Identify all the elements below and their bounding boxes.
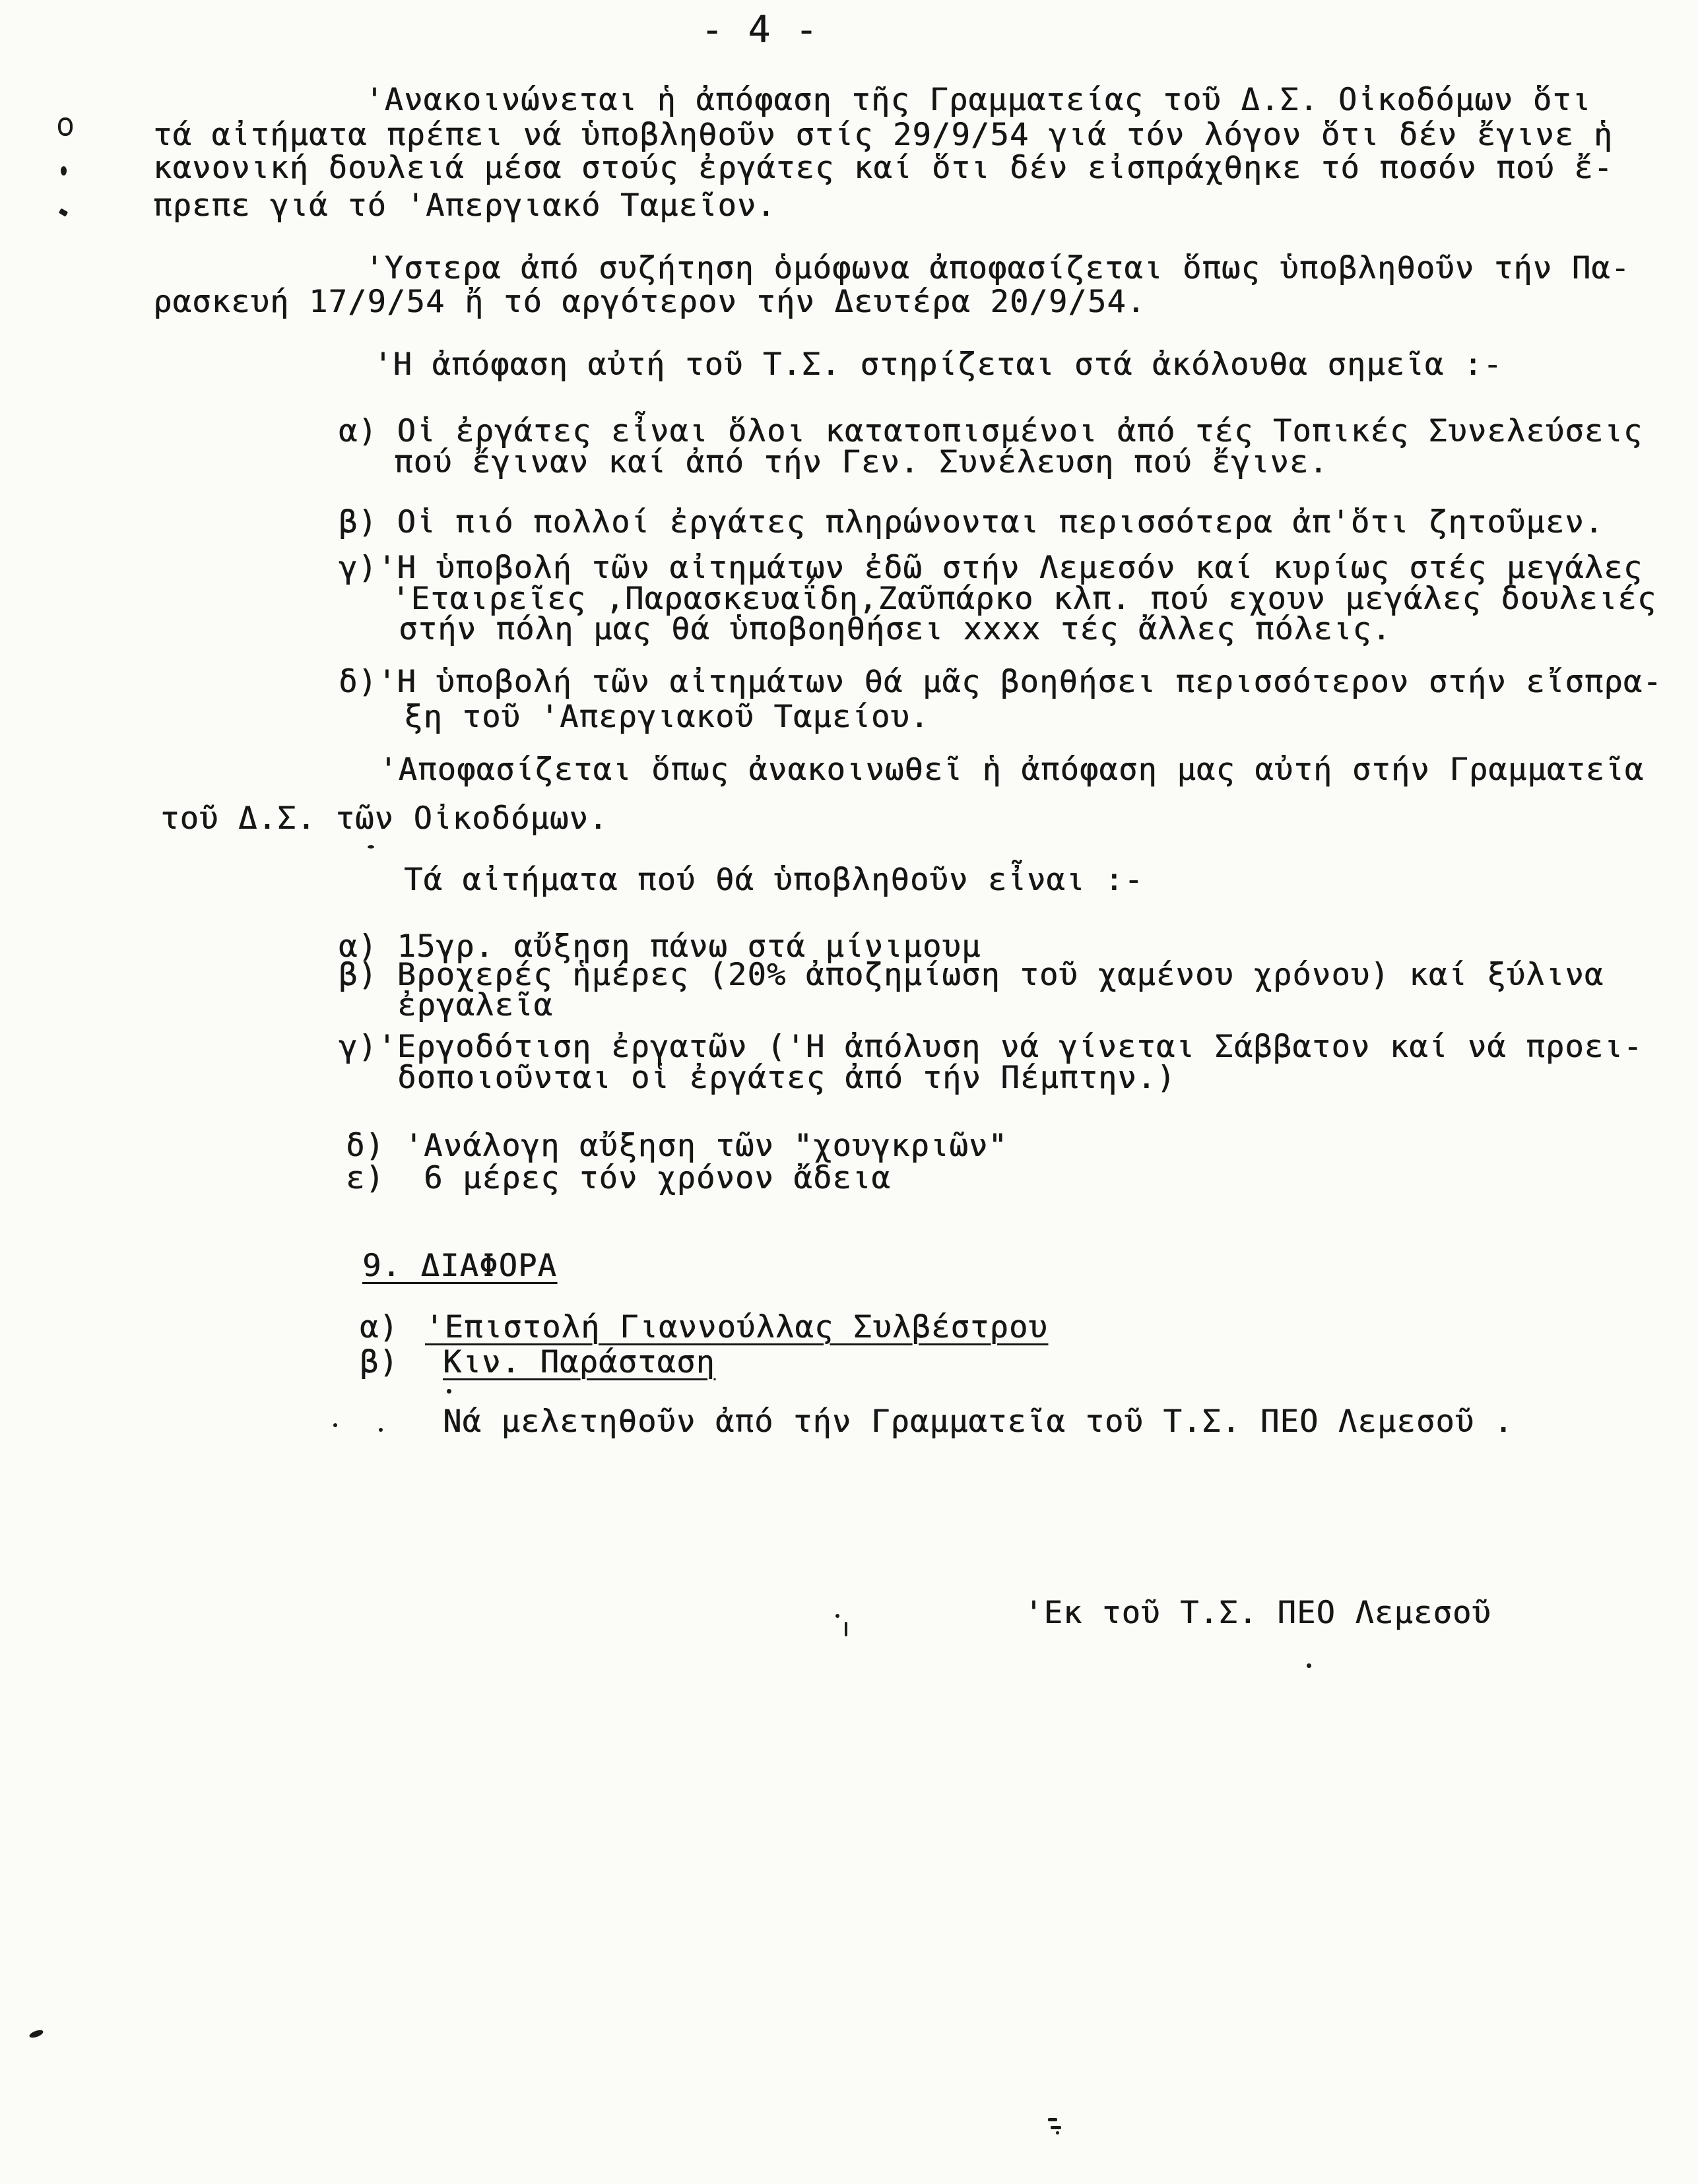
resolution-line: τοῦ Δ.Σ. τῶν Οἰκοδόμων. — [160, 800, 608, 837]
resolution-line: 'Αποφασίζεται ὅπως ἀνακοινωθεῖ ἡ ἀπόφαση μας αὐτή στήν Γραμματεῖα — [379, 752, 1645, 788]
grounds-item-c-continuation: στήν πόλη μας θά ὑποβοηθήσει xxxx τές ἄλλες πόλεις. — [399, 611, 1392, 647]
demands-item-c-continuation: δοποιοῦνται οἱ ἐργάτες ἀπό τήν Πέμπτην.) — [397, 1060, 1176, 1096]
section-item-text: Κιν. Παράσταση — [443, 1344, 715, 1380]
demands-item-a: α) 15γρ. αὔξηση πάνω στά μίνιμουμ — [339, 928, 981, 965]
scan-mark — [368, 845, 374, 849]
scan-mark — [379, 1428, 383, 1432]
scan-mark — [1307, 1663, 1311, 1668]
section-note: Νά μελετηθοῦν ἀπό τήν Γραμματεῖα τοῦ Τ.Σ. ΠΕΟ Λεμεσοῦ . — [443, 1403, 1514, 1440]
section-item-marker: β) — [360, 1344, 399, 1380]
grounds-item-d-continuation: ξη τοῦ 'Απεργιακοῦ Ταμείου. — [404, 699, 930, 735]
scan-mark — [845, 1622, 847, 1636]
section-heading: 9. ΔΙΑΦΟΡΑ — [362, 1248, 557, 1284]
section-item-marker: α) — [360, 1309, 399, 1345]
scan-mark — [1051, 2126, 1061, 2129]
announcement-line: τά αἰτήματα πρέπει νά ὑποβληθοῦν στίς 29/9/54 γιά τόν λόγον ὅτι δέν ἔγινε ἡ — [153, 117, 1614, 153]
margin-mark — [59, 209, 68, 217]
signature: 'Εκ τοῦ Τ.Σ. ΠΕΟ Λεμεσοῦ — [1024, 1595, 1491, 1631]
grounds-item-a-continuation: πού ἔγιναν καί ἀπό τήν Γεν. Συνέλευση πού ἔγινε. — [394, 444, 1328, 480]
page-number: - 4 - — [701, 9, 819, 51]
grounds-item-c-continuation: 'Εταιρεῖες ,Παρασκευαΐδη,Ζαῦπάρκο κλπ. πού εχουν μεγάλες δουλειές — [391, 581, 1657, 617]
scan-mark — [835, 1614, 839, 1618]
scan-mark — [1048, 2118, 1057, 2121]
scan-mark — [447, 1389, 451, 1394]
announcement-line: 'Ανακοινώνεται ἡ ἀπόφαση τῆς Γραμματείας τοῦ Δ.Σ. Οἰκοδόμων ὅτι — [365, 82, 1592, 118]
grounds-item-d: δ)'Η ὑποβολή τῶν αἰτημάτων θά μᾶς βοηθήσει περισσότερον στήν εἴσπρα- — [339, 664, 1662, 700]
margin-mark — [61, 166, 67, 176]
demands-item-d: δ) 'Ανάλογη αὔξηση τῶν "χουγκριῶν" — [346, 1128, 1008, 1164]
margin-mark — [58, 117, 73, 136]
demands-item-e: ε) 6 μέρες τόν χρόνον ἄδεια — [346, 1160, 891, 1196]
section-item-text: 'Επιστολή Γιαννούλλας Συλβέστρου — [425, 1309, 1048, 1345]
announcement-line: πρεπε γιά τό 'Απεργιακό Ταμεῖον. — [153, 187, 776, 224]
demands-item-b-continuation: ἐργαλεῖα — [397, 987, 553, 1023]
grounds-intro: 'Η ἀπόφαση αὐτή τοῦ Τ.Σ. στηρίζεται στά ἀκόλουθα σημεῖα :- — [374, 346, 1503, 383]
grounds-item-b: β) Οἱ πιό πολλοί ἐργάτες πληρώνονται περισσότερα ἀπ'ὅτι ζητοῦμεν. — [339, 504, 1604, 540]
grounds-item-a: α) Οἱ ἐργάτες εἶναι ὅλοι κατατοπισμένοι ἀπό τές Τοπικές Συνελεύσεις — [339, 413, 1643, 449]
demands-item-b: β) Βροχερές ἡμέρες (20% ἀποζημίωση τοῦ χαμένου χρόνου) καί ξύλινα — [339, 957, 1604, 993]
demands-intro: Τά αἰτήματα πού θά ὑποβληθοῦν εἶναι :- — [404, 862, 1144, 898]
scan-mark — [28, 2029, 44, 2039]
scan-mark — [333, 1423, 337, 1427]
announcement-line: κανονική δουλειά μέσα στούς ἐργάτες καί ὅτι δέν εἰσπράχθηκε τό ποσόν πού ἔ- — [153, 150, 1614, 186]
demands-item-c: γ)'Εργοδότιση ἐργατῶν ('Η ἀπόλυση νά γίνεται Σάββατον καί νά προει- — [339, 1029, 1643, 1065]
scan-mark — [1056, 2131, 1059, 2135]
decision-line: ρασκευή 17/9/54 ἤ τό αργότερον τήν Δευτέρα 20/9/54. — [153, 284, 1146, 320]
decision-line: 'Υστερα ἀπό συζήτηση ὁμόφωνα ἀποφασίζεται ὅπως ὑποβληθοῦν τήν Πα- — [365, 250, 1631, 286]
grounds-item-c: γ)'Η ὑποβολή τῶν αἰτημάτων ἐδῶ στήν Λεμεσόν καί κυρίως στές μεγάλες — [339, 550, 1643, 586]
